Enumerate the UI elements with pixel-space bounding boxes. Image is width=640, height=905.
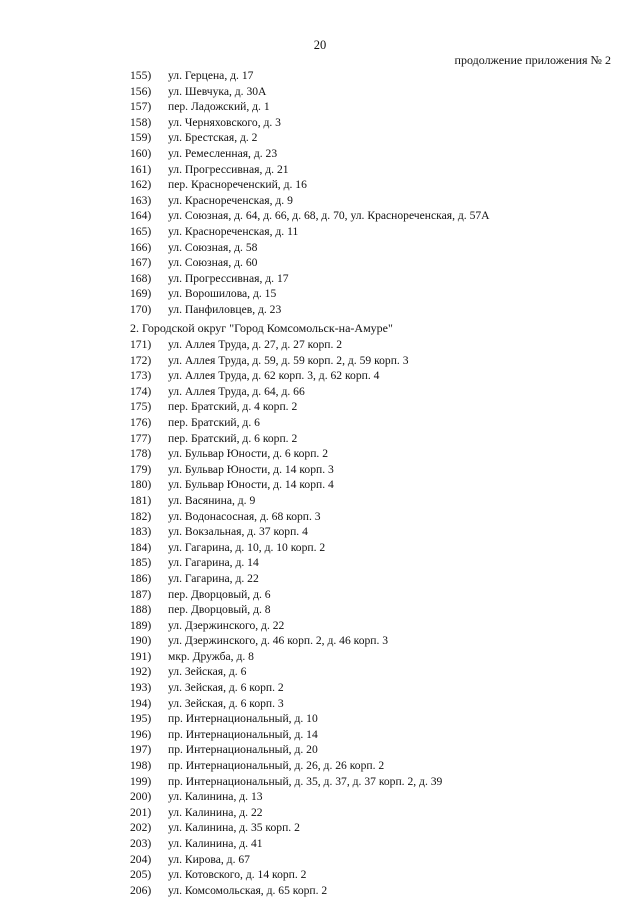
list-item xyxy=(0,649,640,665)
item-address: ул. Аллея Труда, д. 27, д. 27 корп. 2 xyxy=(168,338,343,351)
list-item xyxy=(0,680,640,696)
list-item xyxy=(0,805,640,821)
item-number: 192) xyxy=(130,665,152,679)
item-address: пер. Дворцовый, д. 8 xyxy=(168,603,271,617)
list-item xyxy=(0,146,640,162)
list-item xyxy=(0,571,640,587)
item-number: 188) xyxy=(130,603,152,617)
item-address: пер. Дворцовый, д. 6 xyxy=(168,587,271,601)
item-number: 189) xyxy=(130,618,152,632)
item-address: пер. Братский, д. 4 корп. 2 xyxy=(168,400,298,414)
item-number: 162) xyxy=(130,178,152,192)
address-list-1 xyxy=(0,68,640,318)
list-item xyxy=(0,509,640,525)
item-number: 190) xyxy=(130,634,152,648)
list-item xyxy=(0,353,640,369)
list-item xyxy=(0,115,640,131)
item-address: пер. Ладожский, д. 1 xyxy=(168,100,270,114)
item-number: 173) xyxy=(130,369,152,383)
item-address: ул. Аллея Труда, д. 62 корп. 3, д. 62 корп. 4 xyxy=(168,369,380,383)
item-number: 155) xyxy=(130,69,152,82)
list-item xyxy=(0,664,640,680)
item-number: 168) xyxy=(130,271,152,285)
list-item xyxy=(0,162,640,178)
item-address: ул. Калинина, д. 22 xyxy=(168,805,263,819)
item-number: 198) xyxy=(130,759,152,773)
item-address: ул. Зейская, д. 6 xyxy=(168,665,247,679)
list-item xyxy=(0,399,640,415)
item-number: 170) xyxy=(130,302,152,316)
item-address: ул. Вокзальная, д. 37 корп. 4 xyxy=(168,525,308,539)
list-item xyxy=(0,836,640,852)
list-item xyxy=(0,415,640,431)
item-number: 166) xyxy=(130,240,152,254)
item-number: 199) xyxy=(130,774,152,788)
item-number: 165) xyxy=(130,224,152,238)
item-number: 174) xyxy=(130,384,152,398)
item-address: ул. Прогрессивная, д. 21 xyxy=(168,162,289,176)
list-item xyxy=(0,224,640,240)
list-item xyxy=(0,820,640,836)
item-address: пр. Интернациональный, д. 26, д. 26 корп. 2 xyxy=(168,759,385,773)
item-number: 185) xyxy=(130,556,152,570)
item-address: ул. Водонасосная, д. 68 корп. 3 xyxy=(168,509,321,523)
item-number: 177) xyxy=(130,431,152,445)
item-address: ул. Гагарина, д. 14 xyxy=(168,556,259,570)
item-address: ул. Прогрессивная, д. 17 xyxy=(168,271,289,285)
item-address: ул. Шевчука, д. 30А xyxy=(168,84,267,98)
item-number: 183) xyxy=(130,525,152,539)
item-number: 193) xyxy=(130,681,152,695)
item-number: 187) xyxy=(130,587,152,601)
list-item xyxy=(0,883,640,899)
item-number: 158) xyxy=(130,115,152,129)
item-number: 203) xyxy=(130,837,152,850)
item-address: ул. Котовского, д. 14 корп. 2 xyxy=(168,868,307,882)
page-number: 20 xyxy=(313,38,327,52)
item-number: 186) xyxy=(130,571,152,585)
item-number: 194) xyxy=(130,696,152,710)
item-address: пр. Интернациональный, д. 14 xyxy=(168,727,318,741)
item-address: ул. Герцена, д. 17 xyxy=(168,69,254,82)
item-address: ул. Панфиловцев, д. 23 xyxy=(168,302,282,316)
list-item xyxy=(0,208,640,224)
list-item xyxy=(0,68,640,84)
item-address: ул. Гагарина, д. 10, д. 10 корп. 2 xyxy=(168,540,326,554)
item-address: мкр. Дружба, д. 8 xyxy=(168,649,254,663)
item-address: ул. Калинина, д. 13 xyxy=(168,790,263,804)
item-number: 169) xyxy=(130,287,152,301)
list-item xyxy=(0,368,640,384)
list-item xyxy=(0,493,640,509)
item-address: ул. Союзная, д. 60 xyxy=(168,256,258,270)
item-address: пр. Интернациональный, д. 35, д. 37, д. 37 корп. 2, д. 39 xyxy=(168,774,443,788)
list-item xyxy=(0,255,640,271)
list-item xyxy=(0,84,640,100)
list-item xyxy=(0,462,640,478)
item-address: ул. Брестская, д. 2 xyxy=(168,131,258,145)
list-item xyxy=(0,384,640,400)
item-number: 157) xyxy=(130,100,152,114)
item-address: ул. Краснореченская, д. 9 xyxy=(168,193,293,207)
item-number: 179) xyxy=(130,462,152,476)
item-number: 180) xyxy=(130,478,152,492)
item-number: 175) xyxy=(130,400,152,414)
item-address: пр. Интернациональный, д. 10 xyxy=(168,712,318,726)
list-item xyxy=(0,555,640,571)
list-item xyxy=(0,446,640,462)
list-item xyxy=(0,337,640,353)
item-address: ул. Зейская, д. 6 корп. 2 xyxy=(168,681,284,695)
item-address: ул. Дзержинского, д. 46 корп. 2, д. 46 корп. 3 xyxy=(168,634,389,648)
item-number: 167) xyxy=(130,256,152,270)
item-address: ул. Калинина, д. 41 xyxy=(168,837,263,850)
item-address: пер. Братский, д. 6 корп. 2 xyxy=(168,431,298,445)
list-item xyxy=(0,431,640,447)
item-address: ул. Союзная, д. 64, д. 66, д. 68, д. 70, ул. Краснореченская, д. 57А xyxy=(168,209,490,223)
list-item xyxy=(0,867,640,883)
list-item xyxy=(0,587,640,603)
list-item xyxy=(0,524,640,540)
item-address: ул. Бульвар Юности, д. 14 корп. 3 xyxy=(168,462,334,476)
item-address: ул. Васянина, д. 9 xyxy=(168,493,256,507)
item-address: ул. Черняховского, д. 3 xyxy=(168,115,281,129)
item-number: 206) xyxy=(130,883,152,897)
appendix-subtitle: продолжение приложения № 2 xyxy=(454,53,611,67)
item-number: 182) xyxy=(130,509,152,523)
list-item xyxy=(0,711,640,727)
item-number: 156) xyxy=(130,84,152,98)
item-number: 205) xyxy=(130,868,152,882)
item-number: 195) xyxy=(130,712,152,726)
list-item xyxy=(0,177,640,193)
item-address: ул. Дзержинского, д. 22 xyxy=(168,618,285,632)
item-number: 204) xyxy=(130,852,152,866)
item-address: ул. Ремесленная, д. 23 xyxy=(168,146,278,160)
item-address: пер. Краснореченский, д. 16 xyxy=(168,178,307,192)
item-address: ул. Ворошилова, д. 15 xyxy=(168,287,277,301)
item-number: 160) xyxy=(130,146,152,160)
item-number: 171) xyxy=(130,338,152,351)
item-address: ул. Калинина, д. 35 корп. 2 xyxy=(168,821,300,835)
item-number: 172) xyxy=(130,353,152,367)
item-address: ул. Бульвар Юности, д. 14 корп. 4 xyxy=(168,478,334,492)
item-address: ул. Зейская, д. 6 корп. 3 xyxy=(168,696,284,710)
list-item xyxy=(0,130,640,146)
list-item xyxy=(0,286,640,302)
item-number: 159) xyxy=(130,131,152,145)
item-address: ул. Кирова, д. 67 xyxy=(168,852,250,866)
item-number: 201) xyxy=(130,805,152,819)
item-number: 196) xyxy=(130,727,152,741)
list-item xyxy=(0,302,640,318)
item-number: 202) xyxy=(130,821,152,835)
item-address: ул. Бульвар Юности, д. 6 корп. 2 xyxy=(168,447,329,461)
list-item xyxy=(0,789,640,805)
list-item xyxy=(0,271,640,287)
address-list-2 xyxy=(0,337,640,898)
item-number: 191) xyxy=(130,649,152,663)
item-number: 163) xyxy=(130,193,152,207)
list-item xyxy=(0,852,640,868)
list-item xyxy=(0,742,640,758)
item-number: 181) xyxy=(130,493,152,507)
list-item xyxy=(0,696,640,712)
item-number: 176) xyxy=(130,415,152,429)
section-title: 2. Городской округ "Город Комсомольск-на-Амуре" xyxy=(130,321,393,335)
list-item xyxy=(0,99,640,115)
list-item xyxy=(0,618,640,634)
item-address: ул. Союзная, д. 58 xyxy=(168,240,258,254)
item-number: 200) xyxy=(130,790,152,804)
item-address: ул. Аллея Труда, д. 64, д. 66 xyxy=(168,384,305,398)
item-address: пер. Братский, д. 6 xyxy=(168,415,260,429)
list-item xyxy=(0,193,640,209)
item-address: пр. Интернациональный, д. 20 xyxy=(168,743,318,757)
item-number: 161) xyxy=(130,162,152,176)
list-item xyxy=(0,540,640,556)
list-item xyxy=(0,774,640,790)
item-address: ул. Краснореченская, д. 11 xyxy=(168,224,299,238)
list-item xyxy=(0,758,640,774)
item-address: ул. Аллея Труда, д. 59, д. 59 корп. 2, д. 59 корп. 3 xyxy=(168,353,409,367)
item-address: ул. Комсомольская, д. 65 корп. 2 xyxy=(168,883,328,897)
item-number: 164) xyxy=(130,209,152,223)
item-number: 197) xyxy=(130,743,152,757)
list-item xyxy=(0,727,640,743)
item-number: 178) xyxy=(130,447,152,461)
list-item xyxy=(0,477,640,493)
item-address: ул. Гагарина, д. 22 xyxy=(168,571,259,585)
list-item xyxy=(0,240,640,256)
item-number: 184) xyxy=(130,540,152,554)
list-item xyxy=(0,602,640,618)
list-item xyxy=(0,633,640,649)
